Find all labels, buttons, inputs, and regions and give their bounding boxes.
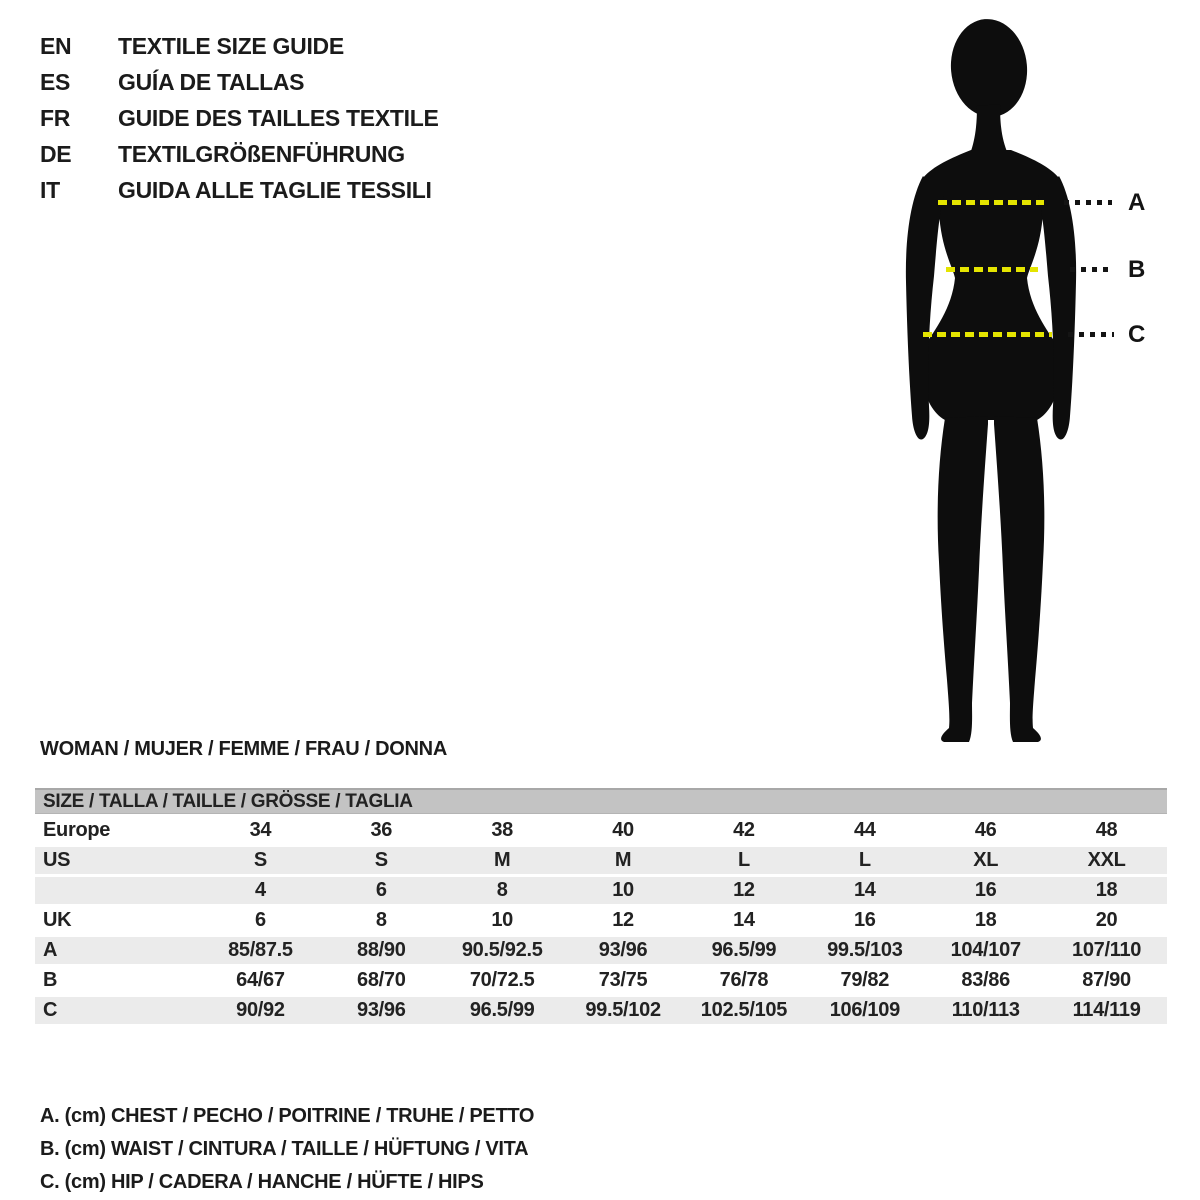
size-cell: 104/107 — [925, 937, 1046, 964]
row-label: UK — [43, 909, 72, 931]
size-cell: 110/113 — [925, 997, 1046, 1024]
row-label: A — [35, 937, 200, 964]
size-cell: XL — [925, 847, 1046, 874]
section-heading: WOMAN / MUJER / FEMME / FRAU / DONNA — [40, 738, 447, 760]
guide-title: GUIDE DES TAILLES TEXTILE — [118, 104, 439, 131]
hip-dotted-leader — [1068, 332, 1114, 337]
size-cell: 83/86 — [961, 969, 1010, 991]
size-cell: 85/87.5 — [200, 937, 321, 964]
size-cell: 40 — [612, 819, 634, 841]
size-cell: 46 — [974, 819, 997, 841]
size-cell: 16 — [925, 877, 1046, 904]
size-cell: 48 — [1095, 819, 1118, 841]
size-cell: 90/92 — [200, 997, 321, 1024]
language-code: FR — [40, 104, 71, 131]
size-cell: 12 — [612, 909, 634, 931]
hip-dash-line — [923, 332, 1052, 337]
size-cell: 88/90 — [321, 937, 442, 964]
row-label: C — [35, 997, 200, 1024]
language-title-list — [40, 28, 439, 208]
language-row — [40, 100, 439, 136]
size-cell: 96.5/99 — [684, 937, 805, 964]
size-table-body — [35, 817, 1167, 1024]
language-row — [40, 64, 439, 100]
waist-dotted-leader — [1070, 267, 1114, 272]
size-cell: 14 — [733, 909, 755, 931]
chest-dash-line — [938, 200, 1044, 205]
size-cell: 6 — [255, 909, 266, 931]
size-cell: S — [200, 847, 321, 874]
language-row — [40, 136, 439, 172]
size-cell: 93/96 — [563, 937, 684, 964]
language-code: IT — [40, 176, 60, 203]
size-cell: 107/110 — [1046, 937, 1167, 964]
marker-label-b: B — [1128, 256, 1146, 283]
language-code: ES — [40, 68, 71, 95]
size-cell: 79/82 — [840, 969, 890, 991]
size-cell: 38 — [491, 819, 514, 841]
size-cell: L — [804, 847, 925, 874]
size-cell: 34 — [249, 819, 272, 841]
size-cell: 106/109 — [804, 997, 925, 1024]
size-cell: 76/78 — [719, 969, 769, 991]
row-label: Europe — [43, 819, 111, 841]
size-cell: 68/70 — [357, 969, 406, 991]
size-cell: 10 — [491, 909, 514, 931]
size-table-header: SIZE / TALLA / TAILLE / GRÖSSE / TAGLIA — [35, 788, 1167, 814]
legend-line: B. (cm) WAIST / CINTURA / TAILLE / HÜFTUNG / VITA — [40, 1138, 529, 1160]
size-cell: 18 — [1046, 877, 1167, 904]
size-cell: 8 — [442, 877, 563, 904]
language-code: EN — [40, 32, 72, 59]
language-row — [40, 172, 439, 208]
size-cell: 16 — [853, 909, 876, 931]
table-row — [35, 997, 1167, 1024]
woman-silhouette-figure — [893, 14, 1103, 742]
marker-label-a: A — [1128, 189, 1146, 216]
size-cell: M — [442, 847, 563, 874]
size-cell: 18 — [974, 909, 997, 931]
guide-title: GUIDA ALLE TAGLIE TESSILI — [118, 176, 432, 203]
row-label — [35, 877, 200, 904]
measurement-legend — [40, 1100, 534, 1199]
language-row — [40, 28, 439, 64]
legend-line: C. (cm) HIP / CADERA / HANCHE / HÜFTE / HIPS — [40, 1171, 484, 1193]
size-cell: 102.5/105 — [684, 997, 805, 1024]
chest-dotted-leader — [1064, 200, 1112, 205]
size-cell: 99.5/102 — [563, 997, 684, 1024]
table-row — [35, 817, 1167, 844]
size-cell: 73/75 — [598, 969, 648, 991]
size-cell: 70/72.5 — [469, 969, 535, 991]
size-cell: 42 — [733, 819, 755, 841]
table-row — [35, 937, 1167, 964]
row-label: US — [35, 847, 200, 874]
language-code: DE — [40, 140, 72, 167]
size-cell: 44 — [853, 819, 876, 841]
guide-title: TEXTILGRÖßENFÜHRUNG — [118, 140, 405, 167]
table-row — [35, 907, 1167, 934]
size-cell: 87/90 — [1082, 969, 1131, 991]
size-cell: 114/119 — [1046, 997, 1167, 1024]
row-label: B — [43, 969, 58, 991]
table-row — [35, 967, 1167, 994]
size-cell: 8 — [375, 909, 387, 931]
legend-line: A. (cm) CHEST / PECHO / POITRINE / TRUHE / PETTO — [40, 1105, 535, 1127]
size-table — [35, 785, 1167, 1027]
marker-label-c: C — [1128, 321, 1146, 348]
size-cell: 20 — [1095, 909, 1118, 931]
size-cell: 6 — [321, 877, 442, 904]
size-cell: S — [321, 847, 442, 874]
table-row — [35, 877, 1167, 904]
size-cell: M — [563, 847, 684, 874]
size-cell: 93/96 — [321, 997, 442, 1024]
size-cell: 14 — [804, 877, 925, 904]
table-row — [35, 847, 1167, 874]
size-cell: 90.5/92.5 — [442, 937, 563, 964]
size-cell: L — [684, 847, 805, 874]
guide-title: TEXTILE SIZE GUIDE — [118, 32, 344, 59]
size-cell: 64/67 — [236, 969, 285, 991]
guide-title: GUÍA DE TALLAS — [118, 68, 305, 95]
size-cell: 10 — [563, 877, 684, 904]
size-cell: 36 — [370, 819, 393, 841]
size-cell: 99.5/103 — [804, 937, 925, 964]
size-cell: 4 — [200, 877, 321, 904]
waist-dash-line — [946, 267, 1038, 272]
size-cell: XXL — [1046, 847, 1167, 874]
size-cell: 96.5/99 — [442, 997, 563, 1024]
size-cell: 12 — [684, 877, 805, 904]
